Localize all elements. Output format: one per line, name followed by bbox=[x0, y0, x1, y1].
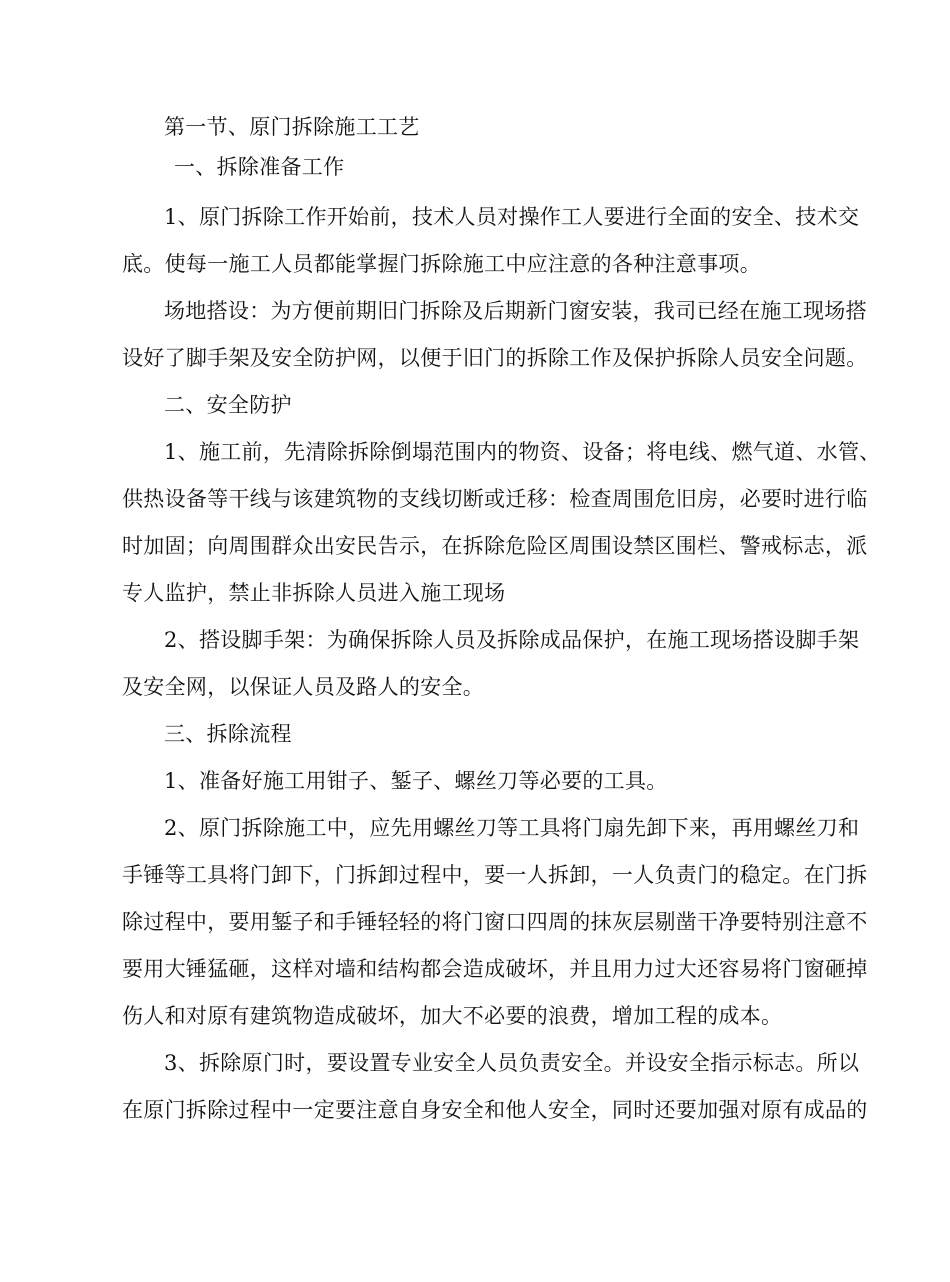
paragraph-line: 时加固；向周围群众出安民告示，在拆除危险区周围设禁区围栏、警戒标志，派 bbox=[122, 534, 868, 558]
paragraph-line: 底。使每一施工人员都能掌握门拆除施工中应注意的各种注意事项。 bbox=[122, 252, 761, 276]
paragraph-line: 设好了脚手架及安全防护网，以便于旧门的拆除工作及保护拆除人员安全问题。 bbox=[122, 346, 868, 370]
paragraph-line: 在原门拆除过程中一定要注意自身安全和他人安全，同时还要加强对原有成品的 bbox=[122, 1098, 868, 1122]
paragraph-line: 伤人和对原有建筑物造成破坏，加大不必要的浪费，增加工程的成本。 bbox=[122, 1004, 783, 1028]
paragraph-line: 场地搭设：为方便前期旧门拆除及后期新门窗安装，我司已经在施工现场搭 bbox=[164, 299, 867, 323]
paragraph-line: 除过程中，要用錾子和手锤轻轻的将门窗口四周的抹灰层剔凿干净要特别注意不 bbox=[122, 910, 868, 934]
heading-process: 三、拆除流程 bbox=[164, 722, 292, 746]
paragraph-line: 2、搭设脚手架：为确保拆除人员及拆除成品保护，在施工现场搭设脚手架 bbox=[164, 628, 860, 652]
paragraph-line: 及安全网，以保证人员及路人的安全。 bbox=[122, 675, 485, 699]
heading-safety: 二、安全防护 bbox=[164, 393, 292, 417]
paragraph-line: 1、准备好施工用钳子、錾子、螺丝刀等必要的工具。 bbox=[164, 769, 668, 793]
paragraph-line: 专人监护，禁止非拆除人员进入施工现场 bbox=[122, 581, 506, 605]
paragraph-line: 3、拆除原门时，要设置专业安全人员负责安全。并设安全指示标志。所以 bbox=[164, 1051, 860, 1075]
paragraph-line: 供热设备等干线与该建筑物的支线切断或迁移：检查周围危旧房，必要时进行临 bbox=[122, 487, 868, 511]
paragraph-line: 手锤等工具将门卸下，门拆卸过程中，要一人拆卸，一人负责门的稳定。在门拆 bbox=[122, 863, 868, 887]
paragraph-line: 2、原门拆除施工中，应先用螺丝刀等工具将门扇先卸下来，再用螺丝刀和 bbox=[164, 816, 860, 840]
paragraph-line: 1、施工前，先清除拆除倒塌范围内的物资、设备；将电线、燃气道、水管、 bbox=[164, 440, 881, 464]
paragraph-line: 要用大锤猛砸，这样对墙和结构都会造成破坏，并且用力过大还容易将门窗砸掉 bbox=[122, 957, 868, 981]
heading-preparation: 一、拆除准备工作 bbox=[174, 155, 345, 179]
paragraph-line: 1、原门拆除工作开始前，技术人员对操作工人要进行全面的安全、技术交 bbox=[164, 205, 860, 229]
section-title: 第一节、原门拆除施工工艺 bbox=[164, 115, 420, 139]
